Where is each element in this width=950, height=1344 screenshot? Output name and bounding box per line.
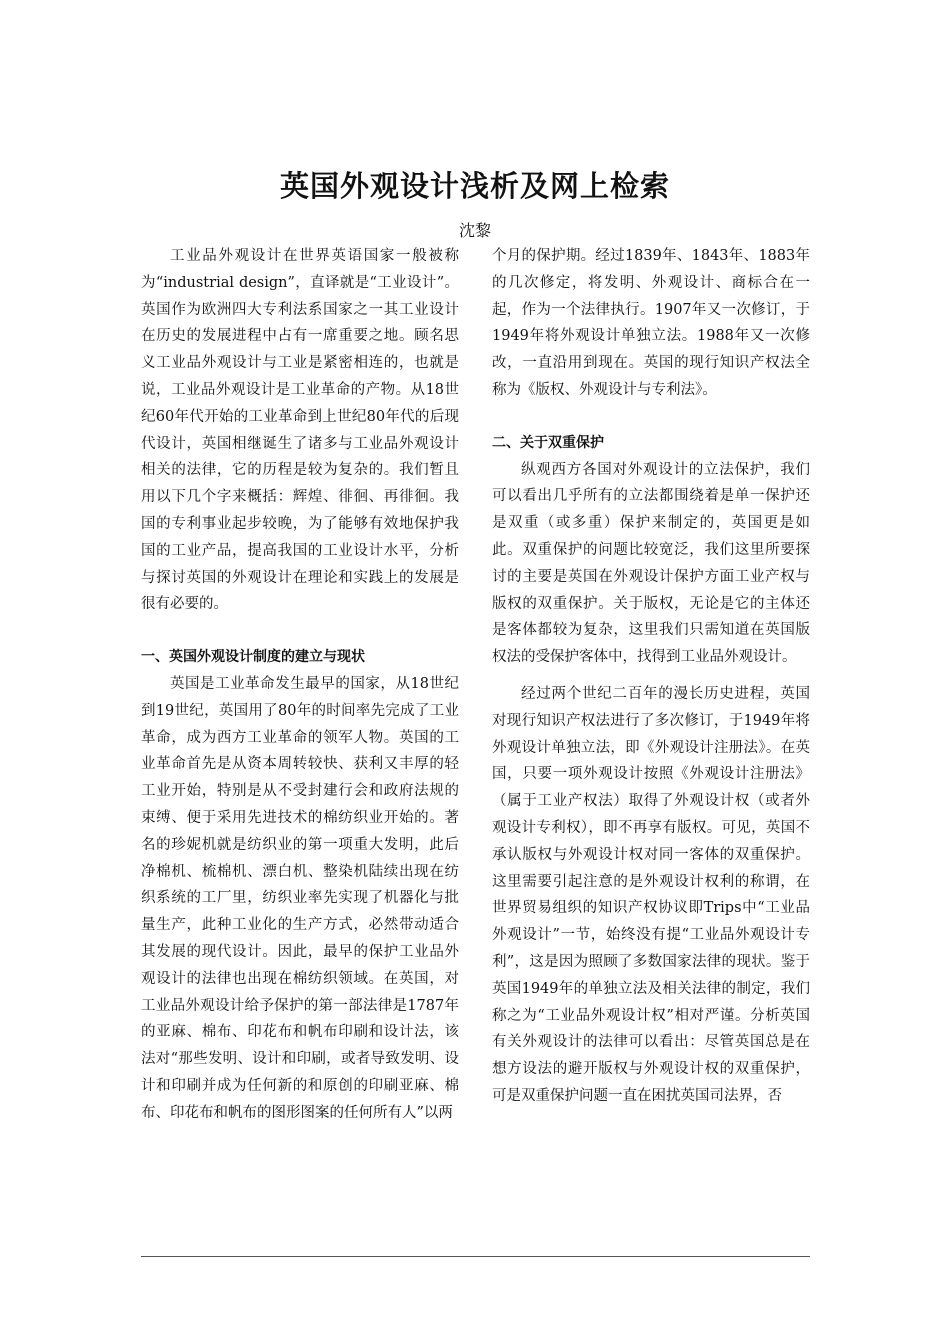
right-column xyxy=(492,243,810,1110)
section-1-paragraph-continued: 个月的保护期。经过1839年、1843年、1883年的几次修定，将发明、外观设计、商标合在一起，作为一个法律执行。1907年又一次修订，于1949年将外观设计单独立法。1988年又一次修改，一直沿用到现在。英国的现行知识产权法全称为《版权、外观设计与专利法》。 xyxy=(492,248,810,398)
section-1-heading: 一、英国外观设计制度的建立与现状 xyxy=(141,649,365,666)
footer-rule xyxy=(141,1256,810,1257)
section-1-paragraph: 英国是工业革命发生最早的国家，从18世纪到19世纪，英国用了80年的时间率先完成了工业革命，成为西方工业革命的领军人物。英国的工业革命首先是从资本周转较快、获利又丰厚的轻工业开始，特别是从不受封建行会和政府法规的束缚、便于采用先进技术的棉纺织业开始的。著名的珍妮机就是纺织业的第一项重大发明，此后净棉机、梳棉机、漂白机、整染机陆续出现在纺织系统的工厂里，纺织业率先实现了机器化与批量生产，此种工业化的生产方式，必然带动适合其发展的现代设计。因此，最早的保护工业品外观设计的法律也出现在棉纺织领域。在英国，对工业品外观设计给予保护的第一部法律是1787年的亚麻、棉布、印花布和帆布印刷和设计法，该法对“那些发明、设计和印刷，或者导致发明、设计和印刷并成为任何新的和原创的印刷亚麻、棉布、印花布和帆布的图形图案的任何所有人”以两 xyxy=(141,675,459,1121)
article-author: 沈黎 xyxy=(458,221,491,240)
section-2-heading: 二、关于双重保护 xyxy=(492,434,604,451)
section-2-paragraph-2: 经过两个世纪二百年的漫长历史进程，英国对现行知识产权法进行了多次修订，于1949年将外观设计单独立法，即《外观设计注册法》。在英国，只要一项外观设计按照《外观设计注册法》（属于工业产权法）取得了外观设计权（或者外观设计专利权），即不再享有版权。可见，英国不承认版权与外观设计权对同一客体的双重保护。这里需要引起注意的是外观设计权利的称谓，在世界贸易组织的知识产权协议即Trips中“工业品外观设计”一节，始终没有提“工业品外观设计专利”，这是因为照顾了多数国家法律的现状。鉴于英国1949年的单独立法及相关法律的制定，我们称之为“工业品外观设计权”相对严谨。分析英国有关外观设计的法律可以看出：尽管英国总是在想方设法的避开版权与外观设计权的双重保护，可是双重保护问题一直在困扰英国司法界，否 xyxy=(492,685,810,1104)
left-column xyxy=(141,243,459,1127)
section-2-paragraph-1: 纵观西方各国对外观设计的立法保护，我们可以看出几乎所有的立法都围绕着是单一保护还是双重（或多重）保护来制定的，英国更是如此。双重保护的问题比较宽泛，我们这里所要探讨的主要是英国在外观设计保护方面工业产权与版权的双重保护。关于版权，无论是它的主体还是客体都较为复杂，这里我们只需知道在英国版权法的受保护客体中，找得到工业品外观设计。 xyxy=(492,461,810,666)
intro-paragraph: 工业品外观设计在世界英语国家一般被称为“industrial design”，直译就是“工业设计”。英国作为欧洲四大专利法系国家之一其工业设计在历史的发展进程中占有一席重要之地。顾名思义工业品外观设计与工业是紧密相连的，也就是说，工业品外观设计是工业革命的产物。从18世纪60年代开始的工业革命到上世纪80年代的后现代设计，英国相继诞生了诸多与工业品外观设计相关的法律，它的历程是较为复杂的。我们暂且用以下几个字来概括：辉煌、徘徊、再徘徊。我国的专利事业起步较晚，为了能够有效地保护我国的工业产品，提高我国的工业设计水平，分析与探讨英国的外观设计在理论和实践上的发展是很有必要的。 xyxy=(141,248,459,613)
article-title: 英国外观设计浅析及网上检索 xyxy=(279,169,670,203)
